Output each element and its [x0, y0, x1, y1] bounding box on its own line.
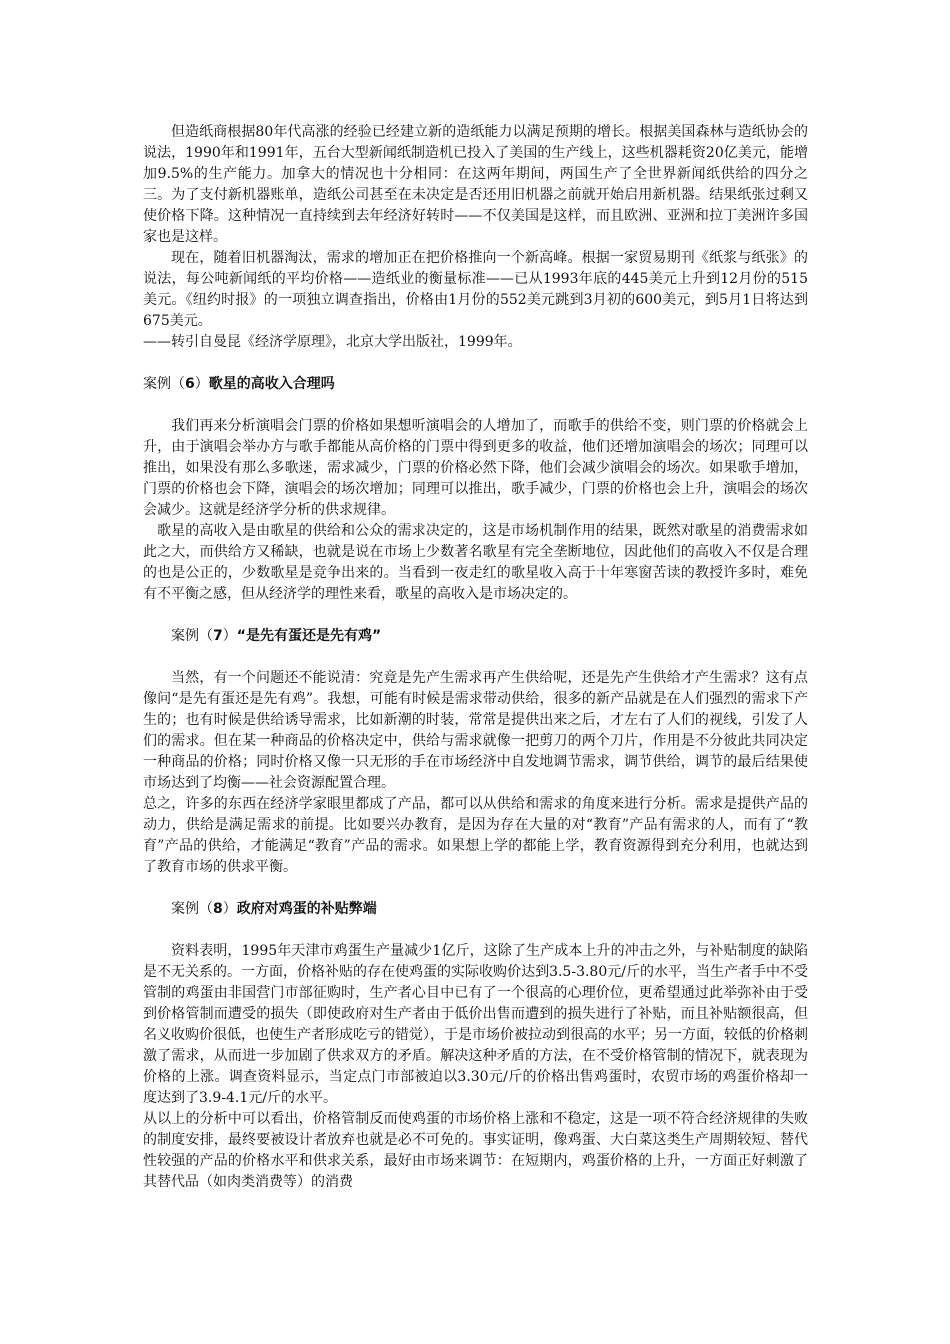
case8-paragraph-2: 从以上的分析中可以看出，价格管制反而使鸡蛋的市场价格上涨和不稳定，这是一项不符合经济规律的失败的制度安排，最终要被设计者放弃也就是必不可免的。事实证明，像鸡蛋、大白菜这类生产周期较短、替代性较强的产品的价格水平和供求关系，最好由市场来调节：在短期内，鸡蛋价格的上升，一方面正好刺激了其替代品（如肉类消费等）的消费	[143, 1111, 808, 1190]
case7-paragraph-2: 总之，许多的东西在经济学家眼里都成了产品，都可以从供给和需求的角度来进行分析。需求是提供产品的动力，供给是满足需求的前提。比如要兴办教育，是因为存在大量的对“教育”产品有需求的人，而有了“教育”产品的供给，才能满足“教育”产品的需求。如果想上学的都能上学，教育资源得到充分利用，也就达到了教育市场的供求平衡。	[143, 796, 808, 875]
paragraph-paper-price: 现在，随着旧机器淘汰，需求的增加正在把价格推向一个新高峰。根据一家贸易期刊《纸浆与纸张》的说法，每公吨新闻纸的平均价格——造纸业的衡量标准——已从1993年底的445美元上升到12月份的515美元。《纽约时报》的一项独立调查指出，价格由1月份的552美元跳到3月初的600美元，到5月1日将达到675美元。	[143, 250, 808, 329]
case8-title: 政府对鸡蛋的补贴弊端	[236, 901, 377, 917]
citation-source: ——转引自曼昆《经济学原理》，北京大学出版社，1999年。	[143, 334, 522, 350]
case7-prefix: 案例（	[171, 628, 213, 644]
case8-number: 8	[213, 901, 223, 917]
case7-number: 7	[213, 628, 223, 644]
case8-heading	[143, 899, 808, 920]
document-page	[143, 122, 808, 1193]
case7-title: “是先有蛋还是先有鸡”	[236, 628, 382, 644]
case6-prefix: 案例（	[143, 376, 185, 392]
case7-heading	[143, 626, 808, 647]
case8-suffix: ）	[222, 901, 237, 917]
paragraph-paper-capacity: 但造纸商根据80年代高涨的经验已经建立新的造纸能力以满足预期的增长。根据美国森林与造纸协会的说法，1990年和1991年，五台大型新闻纸制造机已投入了美国的生产线上，这些机器耗资20亿美元，能增加9.5%的生产能力。加拿大的情况也十分相同：在这两年期间，两国生产了全世界新闻纸供给的四分之三。为了支付新机器账单，造纸公司甚至在未决定是否还用旧机器之前就开始启用新机器。结果纸张过剩又使价格下降。这种情况一直持续到去年经济好转时——不仅美国是这样，而且欧洲、亚洲和拉丁美洲许多国家也是这样。	[143, 124, 808, 245]
case6-paragraph-1: 我们再来分析演唱会门票的价格如果想听演唱会的人增加了，而歌手的供给不变，则门票的价格就会上升，由于演唱会举办方与歌手都能从高价格的门票中得到更多的收益，他们还增加演唱会的场次；同理可以推出，如果没有那么多歌迷，需求减少，门票的价格必然下降，他们会减少演唱会的场次。如果歌手增加，门票的价格也会下降，演唱会的场次增加；同理可以推出，歌手减少，门票的价格也会上升，演唱会的场次会减少。这就是经济学分析的供求规律。	[143, 418, 808, 518]
case8-paragraph-1: 资料表明，1995年天津市鸡蛋生产量减少1亿斤，这除了生产成本上升的冲击之外，与补贴制度的缺陷是不无关系的。一方面，价格补贴的存在使鸡蛋的实际收购价达到3.5-3.80元/斤的水平，当生产者手中不受管制的鸡蛋由非国营门市部征购时，生产者心目中已有了一个很高的心理价位，更希望通过此举弥补由于受到价格管制而遭受的损失（即使政府对生产者由于低价出售而遭到的损失进行了补贴，而且补贴额很高，但名义收购价很低，也使生产者形成吃亏的错觉），于是市场价被拉动到很高的水平；另一方面，较低的价格刺激了需求，从而进一步加剧了供求双方的矛盾。解决这种矛盾的方法，在不受价格管制的情况下，就表现为价格的上涨。调查资料显示，当定点门市部被迫以3.30元/斤的价格出售鸡蛋时，农贸市场的鸡蛋价格却一度达到了3.9-4.1元/斤的水平。	[143, 943, 808, 1106]
case6-paragraph-2: 歌星的高收入是由歌星的供给和公众的需求决定的，这是市场机制作用的结果，既然对歌星的消费需求如此之大，而供给方又稀缺，也就是说在市场上少数著名歌星有完全垄断地位，因此他们的高收入不仅是合理的也是公正的，少数歌星是竞争出来的。当看到一夜走红的歌星收入高于十年寒窗苦读的教授许多时，难免有不平衡之感，但从经济学的理性来看，歌星的高收入是市场决定的。	[143, 523, 808, 602]
case6-heading	[143, 374, 808, 395]
case6-title: 歌星的高收入合理吗	[208, 376, 335, 392]
case7-suffix: ）	[222, 628, 237, 644]
case6-number: 6	[185, 376, 195, 392]
case8-prefix: 案例（	[171, 901, 213, 917]
case6-suffix: ）	[194, 376, 209, 392]
case7-paragraph-1: 当然，有一个问题还不能说清：究竟是先产生需求再产生供给呢，还是先产生供给才产生需求？这有点像问“是先有蛋还是先有鸡”。我想，可能有时候是需求带动供给，很多的新产品就是在人们强烈的需求下产生的；也有时候是供给诱导需求，比如新潮的时装，常常是提供出来之后，才左右了人们的视线，引发了人们的需求。但在某一种商品的价格决定中，供给与需求就像一把剪刀的两个刀片，作用是不分彼此共同决定一种商品的价格；同时价格又像一只无形的手在市场经济中自发地调节需求，调节供给，调节的最后结果使市场达到了均衡——社会资源配置合理。	[143, 670, 808, 791]
